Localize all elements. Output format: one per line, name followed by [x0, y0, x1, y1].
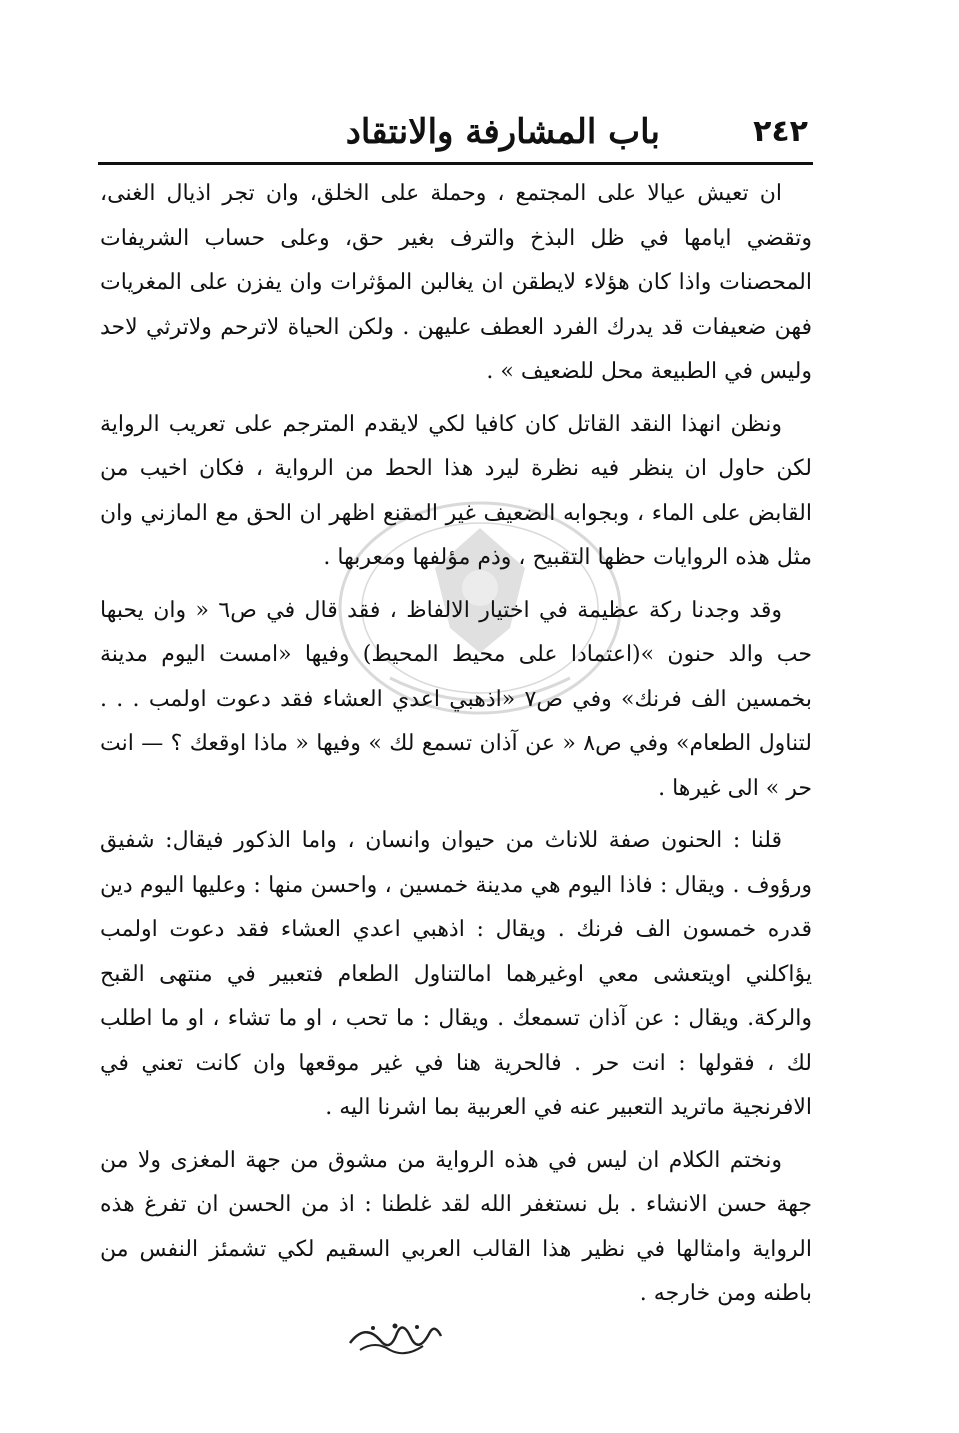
- header-rule: [98, 162, 813, 165]
- page-number: ٢٤٢: [753, 114, 808, 149]
- paragraph: قلنا : الحنون صفة للاناث من حيوان وانسان ، واما الذكور فيقال: شفيق ورؤوف . ويقال : فاذا اليوم هي مدينة خمسين ، واحسن منها : وعليها اليوم دين قدره خمسون الف فرنك . ويقال : اذهبي اعدي العشاء فقد دعوت اولمب يؤاكلني اويتعشى معي اوغيرهما امالتناول الطعام فتعبير في منتهى القبح والركة. ويقال : عن آذان تسمعك . ويقال : ما تحب ، او ما تشاء ، او ما اطلب لك ، فقولها : انت حر . فالحرية هنا في غير موقعها وان كانت تعني في الافرنجية ماتريد التعبير عنه في العربية بما اشرنا اليه .: [100, 828, 812, 1120]
- paragraph: ونظن انهذا النقد القاتل كان كافيا لكي لايقدم المترجم على تعريب الرواية لكن حاول ان ينظر فيه نظرة ليرد هذا الحط من الرواية ، فكان اخيب من القابض على الماء ، وبجوابه الضعيف غير المقنع اظهر ان الحق مع المازني وان مثل هذه الروايات حظها التقبيح ، وذم مؤلفها ومعربها .: [100, 411, 812, 570]
- page-header: [100, 112, 810, 162]
- paragraph: ان تعيش عيالا على المجتمع ، وحملة على الخلق، وان تجر اذيال الغنى، وتقضي ايامها في ظل البذخ والترف بغير حق، وعلى حساب الشريفات المحصنات واذا كان هؤلاء لايطقن ان يغالبن المؤثرات وان يفزن على المغريات فهن ضعيفات قد يدرك الفرد العطف عليهن . ولكن الحياة لاترحم ولاترثي لاحد وليس في الطبيعة محل للضعيف » .: [100, 181, 812, 384]
- running-title: باب المشارفة والانتقاد: [345, 112, 660, 152]
- body-text: [100, 172, 812, 1317]
- paragraph: ونختم الكلام ان ليس في هذه الرواية من مشوق من جهة المغزى ولا من جهة حسن الانشاء . بل نستغفر الله لقد غلطنا : اذ من الحسن ان تفرغ هذه الرواية وامثالها في نظير هذا القالب العربي السقيم لكي تشمئز النفس من باطنه ومن خارجه .: [100, 1147, 812, 1306]
- end-ornament-icon: [345, 1318, 445, 1358]
- paragraph: وقد وجدنا ركة عظيمة في اختيار الالفاظ ، فقد قال في ص٦ « وان يحبها حب والد حنون »(اعتمادا على محيط المحيط) وفيها «امست اليوم مدينة بخمسين الف فرنك» وفي ص٧ «اذهبي اعدي العشاء فقد دعوت اولمب . . . لتناول الطعام» وفي ص٨ « عن آذان تسمع لك » وفيها « ماذا اوقعك ؟ — انت حر » الى غيرها .: [100, 597, 812, 801]
